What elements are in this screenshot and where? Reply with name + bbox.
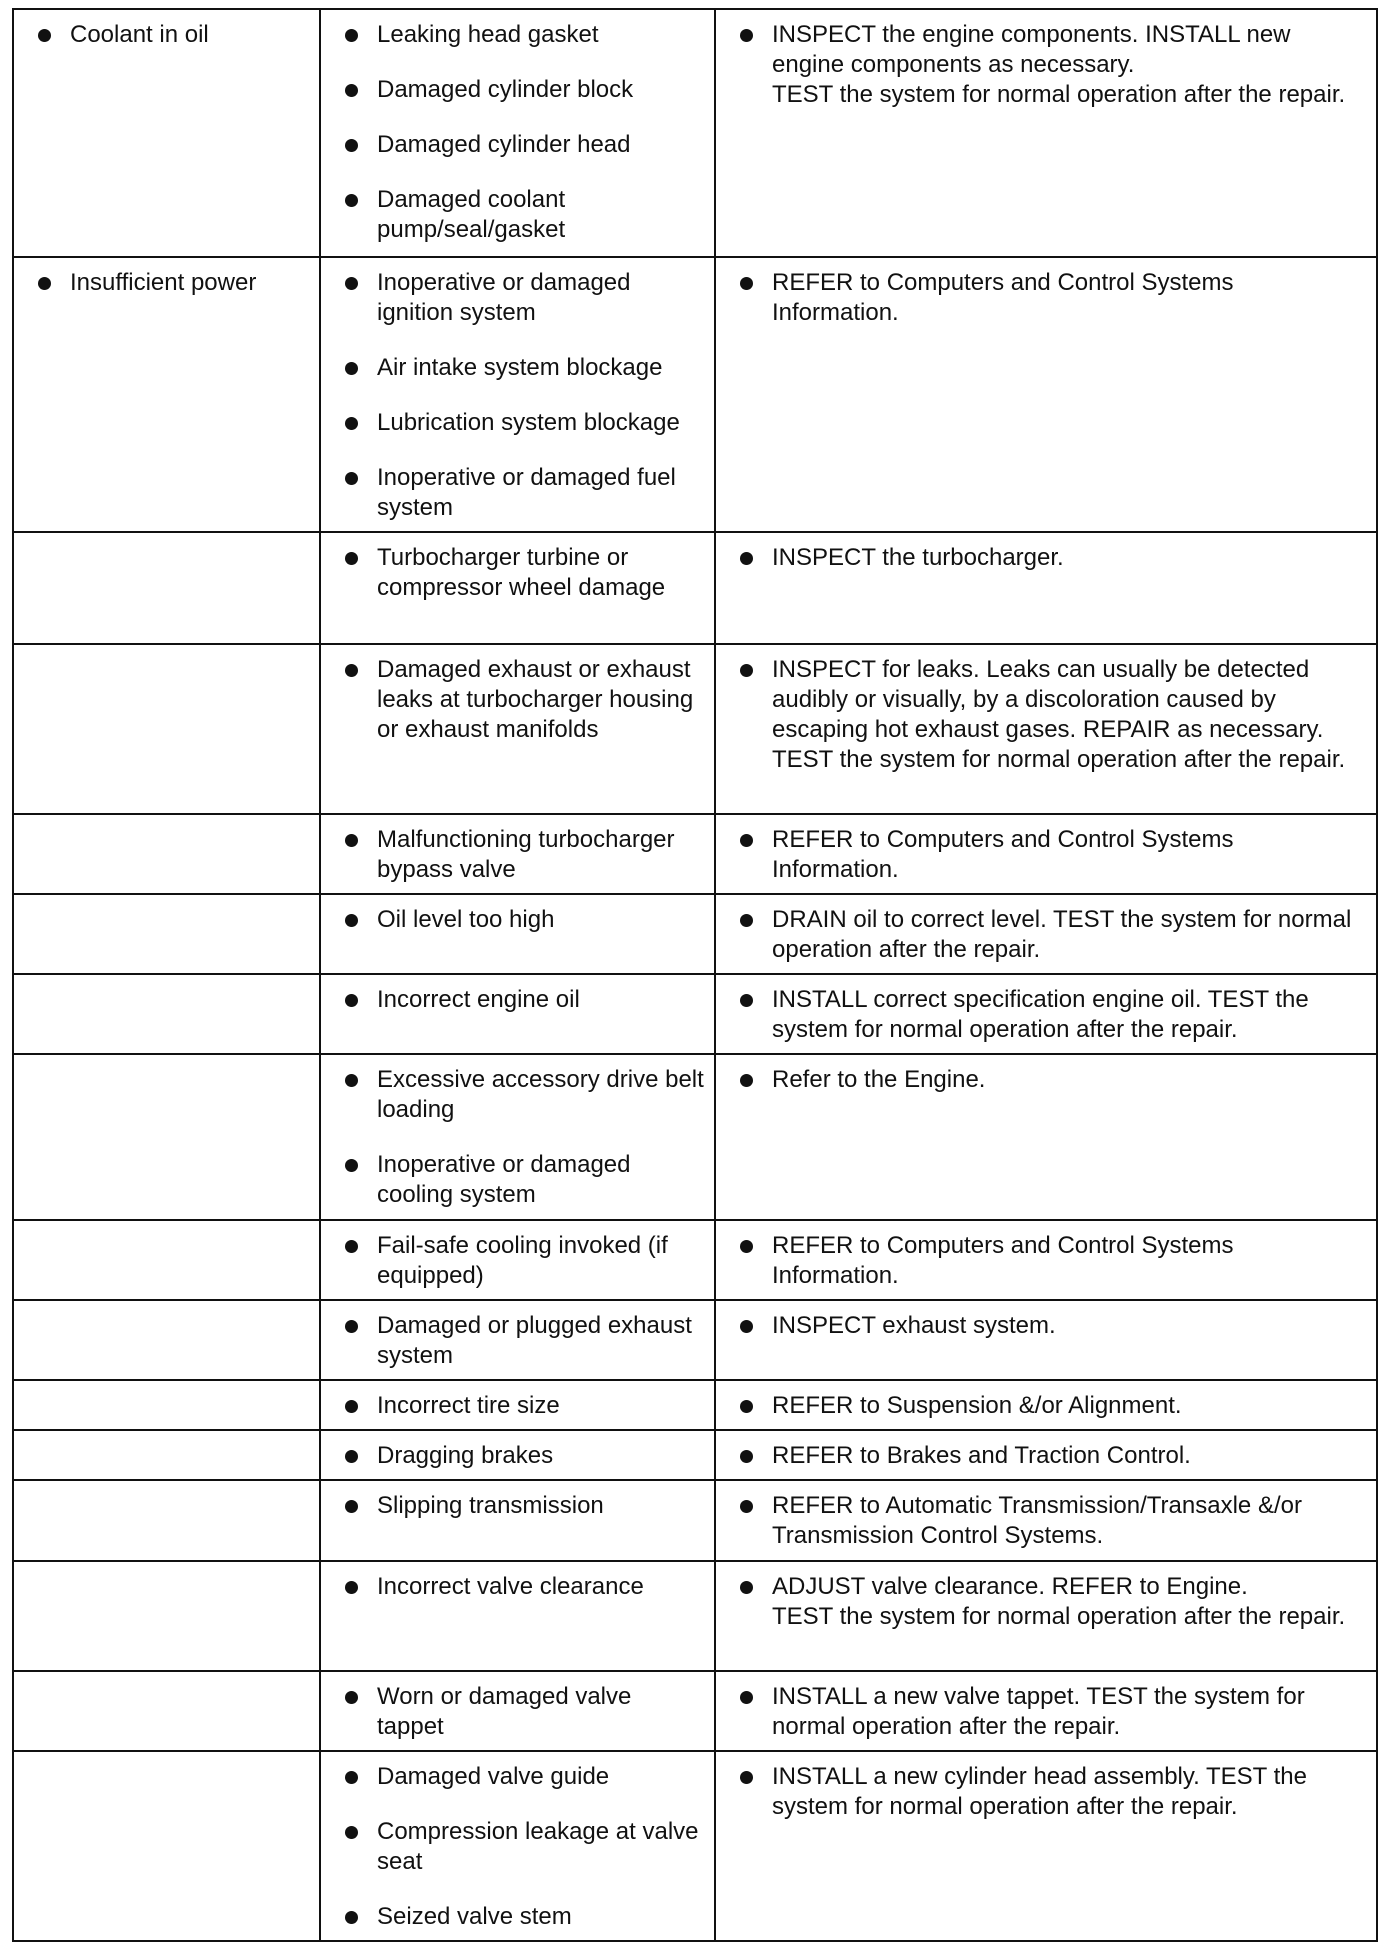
- table-row: [13, 814, 1377, 894]
- symptom-cell: [13, 1220, 320, 1300]
- cause-item-text: Turbocharger turbine or compressor wheel damage: [377, 544, 666, 601]
- cause-cell: [320, 814, 715, 894]
- cause-item: [331, 353, 704, 383]
- cause-cell: [320, 974, 715, 1054]
- table-row: [13, 257, 1377, 532]
- symptom-cell: [13, 9, 320, 257]
- action-cell: [715, 1561, 1377, 1671]
- cause-item-text: Air intake system blockage: [377, 354, 663, 381]
- symptom-item: [24, 20, 309, 50]
- bullet-icon: [38, 29, 51, 42]
- cause-item: [331, 543, 704, 603]
- symptom-cell: [13, 1561, 320, 1671]
- bullet-icon: [740, 1581, 753, 1594]
- symptom-cell: [13, 1430, 320, 1480]
- cause-item: [331, 1311, 704, 1371]
- bullet-icon: [345, 29, 358, 42]
- symptom-cell: [13, 1054, 320, 1220]
- action-item: [726, 985, 1366, 1045]
- cause-item-text: Damaged or plugged exhaust system: [377, 1312, 692, 1369]
- cause-item-text: Incorrect tire size: [377, 1392, 560, 1419]
- action-cell: [715, 814, 1377, 894]
- cause-item: [331, 1065, 704, 1125]
- cause-item: [331, 1441, 704, 1471]
- cause-item: [331, 75, 704, 105]
- bullet-icon: [345, 834, 358, 847]
- table-row: [13, 1220, 1377, 1300]
- cause-item-text: Oil level too high: [377, 906, 555, 933]
- bullet-icon: [740, 1691, 753, 1704]
- bullet-icon: [345, 1074, 358, 1087]
- action-item-text: REFER to Computers and Control Systems Information.: [772, 826, 1234, 883]
- cause-cell: [320, 1751, 715, 1941]
- bullet-icon: [345, 1691, 358, 1704]
- cause-item: [331, 408, 704, 438]
- action-cell: [715, 257, 1377, 532]
- cause-item: [331, 1682, 704, 1742]
- symptom-cell: [13, 1480, 320, 1561]
- action-item: [726, 905, 1366, 965]
- action-cell: [715, 1054, 1377, 1220]
- cause-item: [331, 185, 704, 245]
- bullet-icon: [345, 472, 358, 485]
- action-item-text: INSPECT exhaust system.: [772, 1312, 1056, 1339]
- cause-item-text: Damaged coolant pump/seal/gasket: [377, 186, 566, 243]
- bullet-icon: [740, 1074, 753, 1087]
- bullet-icon: [345, 1771, 358, 1784]
- action-item-text: REFER to Computers and Control Systems Information.: [772, 1232, 1234, 1289]
- cause-item: [331, 985, 704, 1015]
- bullet-icon: [345, 1581, 358, 1594]
- action-item-text: REFER to Suspension &/or Alignment.: [772, 1392, 1182, 1419]
- bullet-icon: [740, 834, 753, 847]
- cause-cell: [320, 1430, 715, 1480]
- action-item: [726, 1762, 1366, 1822]
- cause-item: [331, 1572, 704, 1602]
- bullet-icon: [740, 994, 753, 1007]
- action-cell: [715, 1300, 1377, 1380]
- symptom-cell: [13, 814, 320, 894]
- cause-item: [331, 825, 704, 885]
- table-row: [13, 894, 1377, 974]
- bullet-icon: [345, 1320, 358, 1333]
- table-row: [13, 1054, 1377, 1220]
- symptom-cell: [13, 1751, 320, 1941]
- cause-item-text: Worn or damaged valve tappet: [377, 1683, 632, 1740]
- action-item: [726, 825, 1366, 885]
- action-item: [726, 1572, 1366, 1632]
- action-item-text: INSTALL correct specification engine oil. TEST the system for normal operation after the repair.: [772, 986, 1309, 1043]
- action-cell: [715, 1671, 1377, 1751]
- cause-cell: [320, 257, 715, 532]
- cause-cell: [320, 9, 715, 257]
- action-item-text: DRAIN oil to correct level. TEST the system for normal operation after the repair.: [772, 906, 1352, 963]
- cause-cell: [320, 1671, 715, 1751]
- cause-item-text: Damaged cylinder head: [377, 131, 631, 158]
- bullet-icon: [740, 914, 753, 927]
- cause-item: [331, 1902, 704, 1932]
- action-item-text: ADJUST valve clearance. REFER to Engine. TEST the system for normal operation after the repair.: [772, 1573, 1346, 1630]
- table-row: [13, 9, 1377, 257]
- action-item: [726, 268, 1366, 328]
- bullet-icon: [345, 552, 358, 565]
- bullet-icon: [345, 1159, 358, 1172]
- cause-item-text: Incorrect valve clearance: [377, 1573, 644, 1600]
- symptom-item: [24, 268, 309, 298]
- symptom-cell: [13, 1671, 320, 1751]
- cause-item: [331, 905, 704, 935]
- table-row: [13, 974, 1377, 1054]
- action-item: [726, 1391, 1366, 1421]
- bullet-icon: [740, 1500, 753, 1513]
- cause-cell: [320, 1561, 715, 1671]
- bullet-icon: [740, 1400, 753, 1413]
- bullet-icon: [740, 664, 753, 677]
- bullet-icon: [740, 1450, 753, 1463]
- action-cell: [715, 1751, 1377, 1941]
- bullet-icon: [345, 139, 358, 152]
- cause-item: [331, 1150, 704, 1210]
- action-item: [726, 1231, 1366, 1291]
- cause-cell: [320, 1300, 715, 1380]
- cause-item-text: Incorrect engine oil: [377, 986, 580, 1013]
- cause-cell: [320, 1480, 715, 1561]
- bullet-icon: [345, 914, 358, 927]
- action-cell: [715, 1480, 1377, 1561]
- action-cell: [715, 1380, 1377, 1430]
- action-item-text: INSTALL a new valve tappet. TEST the system for normal operation after the repair.: [772, 1683, 1305, 1740]
- bullet-icon: [345, 1450, 358, 1463]
- cause-item-text: Slipping transmission: [377, 1492, 604, 1519]
- cause-item-text: Dragging brakes: [377, 1442, 554, 1469]
- bullet-icon: [345, 1240, 358, 1253]
- bullet-icon: [345, 194, 358, 207]
- bullet-icon: [345, 417, 358, 430]
- symptom-cell: [13, 532, 320, 644]
- symptom-cell: [13, 257, 320, 532]
- cause-item-text: Lubrication system blockage: [377, 409, 680, 436]
- symptom-cell: [13, 894, 320, 974]
- action-item: [726, 1441, 1366, 1471]
- action-cell: [715, 1430, 1377, 1480]
- cause-item-text: Leaking head gasket: [377, 21, 599, 48]
- action-item-text: INSPECT the turbocharger.: [772, 544, 1064, 571]
- action-cell: [715, 532, 1377, 644]
- action-item-text: INSPECT for leaks. Leaks can usually be detected audibly or visually, by a discoloration caused by escaping hot exhaust gases. REPAIR as necessary. TEST the system for normal operation after the repair.: [772, 656, 1346, 773]
- bullet-icon: [345, 1911, 358, 1924]
- action-cell: [715, 1220, 1377, 1300]
- cause-item-text: Malfunctioning turbocharger bypass valve: [377, 826, 675, 883]
- table-row: [13, 1480, 1377, 1561]
- bullet-icon: [740, 1771, 753, 1784]
- cause-item-text: Damaged valve guide: [377, 1763, 610, 1790]
- cause-item: [331, 1391, 704, 1421]
- diagnosis-table: [12, 8, 1378, 1942]
- bullet-icon: [38, 277, 51, 290]
- cause-cell: [320, 894, 715, 974]
- action-item-text: Refer to the Engine.: [772, 1066, 986, 1093]
- cause-item-text: Fail-safe cooling invoked (if equipped): [377, 1232, 668, 1289]
- cause-item: [331, 20, 704, 50]
- table-row: [13, 1561, 1377, 1671]
- table-row: [13, 1380, 1377, 1430]
- cause-item: [331, 130, 704, 160]
- action-item-text: REFER to Computers and Control Systems Information.: [772, 269, 1234, 326]
- cause-cell: [320, 1220, 715, 1300]
- bullet-icon: [345, 84, 358, 97]
- cause-item-text: Excessive accessory drive belt loading: [377, 1066, 704, 1123]
- cause-item-text: Compression leakage at valve seat: [377, 1818, 699, 1875]
- action-item: [726, 1682, 1366, 1742]
- cause-item: [331, 1817, 704, 1877]
- action-cell: [715, 894, 1377, 974]
- symptom-text: Insufficient power: [70, 269, 257, 296]
- action-item-text: REFER to Brakes and Traction Control.: [772, 1442, 1191, 1469]
- action-item: [726, 543, 1366, 573]
- action-cell: [715, 644, 1377, 814]
- bullet-icon: [740, 277, 753, 290]
- bullet-icon: [345, 362, 358, 375]
- table-row: [13, 532, 1377, 644]
- bullet-icon: [740, 1240, 753, 1253]
- symptom-cell: [13, 1300, 320, 1380]
- cause-item-text: Damaged exhaust or exhaust leaks at turbocharger housing or exhaust manifolds: [377, 656, 694, 743]
- action-item-text: INSPECT the engine components. INSTALL new engine components as necessary. TEST the system for normal operation after the repair.: [772, 21, 1346, 108]
- cause-item: [331, 1231, 704, 1291]
- bullet-icon: [345, 1400, 358, 1413]
- cause-item: [331, 463, 704, 523]
- table-row: [13, 1430, 1377, 1480]
- action-item: [726, 1491, 1366, 1551]
- cause-cell: [320, 1054, 715, 1220]
- cause-item-text: Damaged cylinder block: [377, 76, 634, 103]
- action-item-text: REFER to Automatic Transmission/Transaxle &/or Transmission Control Systems.: [772, 1492, 1302, 1549]
- table-row: [13, 644, 1377, 814]
- action-cell: [715, 9, 1377, 257]
- action-item: [726, 1311, 1366, 1341]
- bullet-icon: [345, 664, 358, 677]
- symptom-cell: [13, 974, 320, 1054]
- bullet-icon: [345, 1826, 358, 1839]
- action-item-text: INSTALL a new cylinder head assembly. TEST the system for normal operation after the repair.: [772, 1763, 1307, 1820]
- bullet-icon: [740, 29, 753, 42]
- table-row: [13, 1300, 1377, 1380]
- cause-cell: [320, 532, 715, 644]
- cause-item-text: Seized valve stem: [377, 1903, 572, 1930]
- table-row: [13, 1671, 1377, 1751]
- symptom-text: Coolant in oil: [70, 21, 209, 48]
- bullet-icon: [740, 552, 753, 565]
- cause-item: [331, 1491, 704, 1521]
- cause-cell: [320, 644, 715, 814]
- symptom-cell: [13, 644, 320, 814]
- action-item: [726, 1065, 1366, 1095]
- cause-item: [331, 268, 704, 328]
- cause-cell: [320, 1380, 715, 1430]
- cause-item: [331, 655, 704, 745]
- bullet-icon: [740, 1320, 753, 1333]
- bullet-icon: [345, 994, 358, 1007]
- action-item: [726, 20, 1366, 110]
- cause-item-text: Inoperative or damaged fuel system: [377, 464, 676, 521]
- cause-item-text: Inoperative or damaged cooling system: [377, 1151, 631, 1208]
- symptom-cell: [13, 1380, 320, 1430]
- bullet-icon: [345, 1500, 358, 1513]
- table-row: [13, 1751, 1377, 1941]
- cause-item-text: Inoperative or damaged ignition system: [377, 269, 631, 326]
- action-cell: [715, 974, 1377, 1054]
- action-item: [726, 655, 1366, 775]
- cause-item: [331, 1762, 704, 1792]
- bullet-icon: [345, 277, 358, 290]
